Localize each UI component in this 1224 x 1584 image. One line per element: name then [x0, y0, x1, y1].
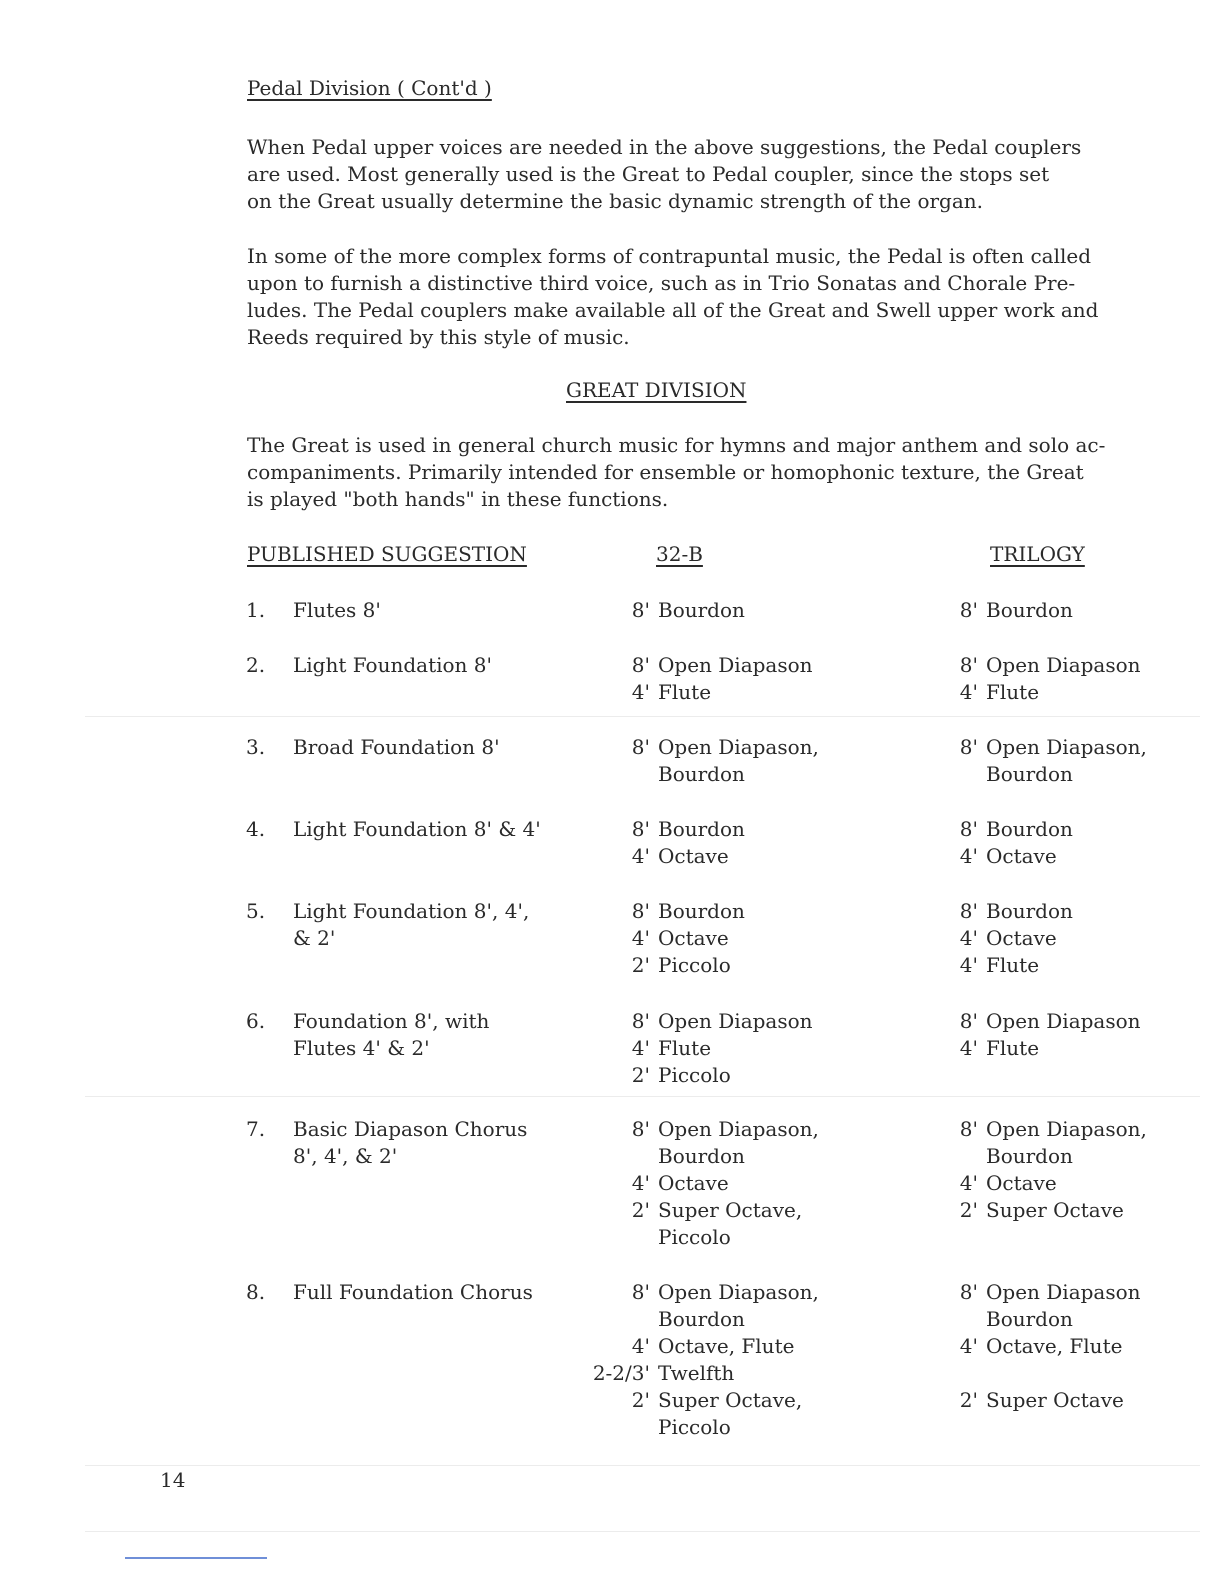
stop-name: Open Diapason,: [658, 1117, 819, 1141]
column-header-published: PUBLISHED SUGGESTION: [247, 542, 527, 566]
page-number: 14: [160, 1468, 186, 1492]
stop-line: [873, 1116, 1203, 1143]
stop-line: [873, 952, 1203, 979]
stop-name: Open Diapason,: [658, 1280, 819, 1304]
stop-line: [540, 1333, 920, 1360]
stops-trilogy: [873, 1279, 1203, 1414]
stop-line: [873, 1008, 1203, 1035]
stop-pitch: 8': [959, 1280, 978, 1304]
stop-pitch: 4': [959, 1036, 978, 1060]
stop-name: Octave: [986, 926, 1057, 950]
stop-name: Open Diapason: [986, 653, 1141, 677]
stops-32b: [540, 1116, 920, 1251]
stop-pitch: 8': [959, 817, 978, 841]
text-line: ludes. The Pedal couplers make available all of the Great and Swell upper work and: [247, 298, 1099, 322]
stop-name: Open Diapason,: [986, 735, 1147, 759]
stop-pitch: 2': [631, 1198, 650, 1222]
description-line: Light Foundation 8': [293, 653, 493, 677]
stop-pitch: 8': [631, 598, 650, 622]
text-line: are used. Most generally used is the Great to Pedal coupler, since the stops set: [247, 162, 1050, 186]
description-line: Basic Diapason Chorus: [293, 1117, 528, 1141]
section-title: GREAT DIVISION: [566, 378, 747, 402]
scan-rule: [85, 716, 1200, 717]
stop-name: Bourdon: [658, 817, 745, 841]
stop-line: [873, 734, 1203, 761]
description-line: 8', 4', & 2': [293, 1144, 398, 1168]
paragraph-pedal-couplers: [247, 134, 1162, 215]
stop-line: [540, 1279, 920, 1306]
text-line: When Pedal upper voices are needed in the above suggestions, the Pedal couplers: [247, 135, 1082, 159]
stop-pitch: 8': [959, 598, 978, 622]
stop-line: [540, 1360, 920, 1387]
stop-name: Open Diapason: [658, 1009, 813, 1033]
stop-pitch: 8': [631, 653, 650, 677]
stop-name: Octave: [658, 926, 729, 950]
stop-name: Piccolo: [658, 1415, 731, 1439]
stops-trilogy: [873, 1008, 1203, 1062]
stop-name: Bourdon: [986, 899, 1073, 923]
stop-pitch: 8': [631, 817, 650, 841]
description-line: Flutes 4' & 2': [293, 1036, 430, 1060]
stop-pitch: 4': [959, 1334, 978, 1358]
stops-32b: [540, 1279, 920, 1441]
description-line: Foundation 8', with: [293, 1009, 490, 1033]
stop-pitch: 4': [631, 1036, 650, 1060]
stop-line: [540, 843, 920, 870]
stop-pitch: 4': [959, 680, 978, 704]
stop-line: [540, 1035, 920, 1062]
stop-pitch: 8': [631, 899, 650, 923]
stop-line: [540, 952, 920, 979]
page-heading: Pedal Division ( Cont'd ): [247, 76, 492, 100]
description-line: & 2': [293, 926, 336, 950]
scan-rule: [85, 1096, 1200, 1097]
stops-trilogy: [873, 816, 1203, 870]
stop-name: Bourdon: [986, 817, 1073, 841]
stop-name: Octave: [658, 1171, 729, 1195]
stop-pitch: 4': [959, 926, 978, 950]
stop-line: [540, 679, 920, 706]
description-line: Light Foundation 8', 4',: [293, 899, 530, 923]
stop-pitch: 8': [959, 653, 978, 677]
stops-32b: [540, 597, 920, 624]
stop-name: Piccolo: [658, 1225, 731, 1249]
stop-pitch: 8': [631, 1009, 650, 1033]
stop-name: Open Diapason: [658, 653, 813, 677]
stop-pitch: 4': [631, 1171, 650, 1195]
row-number: 8.: [246, 1280, 266, 1304]
text-line: companiments. Primarily intended for ensemble or homophonic texture, the Great: [247, 460, 1084, 484]
stop-name: Octave: [658, 844, 729, 868]
stop-pitch: 8': [959, 1117, 978, 1141]
stop-name: Twelfth: [658, 1361, 735, 1385]
stop-line: [540, 816, 920, 843]
row-number: 4.: [246, 817, 266, 841]
stop-line: [873, 1279, 1203, 1306]
stop-pitch: 4': [631, 844, 650, 868]
stop-line: [540, 652, 920, 679]
stop-pitch: 2': [631, 953, 650, 977]
stop-pitch: 8': [631, 1117, 650, 1141]
stop-pitch: 4': [959, 953, 978, 977]
stop-line: [873, 1143, 1203, 1170]
column-header-32b: 32-B: [656, 542, 703, 566]
stop-name: Super Octave: [986, 1388, 1124, 1412]
stops-32b: [540, 652, 920, 706]
stops-trilogy: [873, 898, 1203, 979]
stop-name: Bourdon: [658, 1144, 745, 1168]
stops-32b: [540, 816, 920, 870]
text-line: In some of the more complex forms of contrapuntal music, the Pedal is often called: [247, 244, 1092, 268]
description-line: Broad Foundation 8': [293, 735, 500, 759]
stop-name: Bourdon: [986, 1307, 1073, 1331]
stop-pitch: 4': [631, 1334, 650, 1358]
stop-line: [540, 1306, 920, 1333]
stop-name: Octave, Flute: [658, 1334, 795, 1358]
stop-pitch: 2': [959, 1198, 978, 1222]
description-line: Light Foundation 8' & 4': [293, 817, 541, 841]
column-header-trilogy: TRILOGY: [990, 542, 1085, 566]
stop-name: Octave: [986, 844, 1057, 868]
stop-pitch: 2': [631, 1388, 650, 1412]
stop-name: Piccolo: [658, 1063, 731, 1087]
row-number: 1.: [246, 598, 266, 622]
stop-line: [540, 734, 920, 761]
stop-name: Super Octave,: [658, 1198, 803, 1222]
stop-name: Flute: [986, 680, 1040, 704]
scan-rule: [85, 1531, 1200, 1532]
stops-trilogy: [873, 734, 1203, 788]
stop-name: Flute: [986, 953, 1040, 977]
stop-pitch: 4': [959, 844, 978, 868]
stop-name: Bourdon: [986, 598, 1073, 622]
stop-line: [873, 1387, 1203, 1414]
stops-32b: [540, 898, 920, 979]
stops-trilogy: [873, 652, 1203, 706]
scan-mark: [125, 1557, 267, 1559]
stop-line: [873, 1035, 1203, 1062]
stop-line: [540, 1116, 920, 1143]
stops-32b: [540, 1008, 920, 1089]
text-line: upon to furnish a distinctive third voice, such as in Trio Sonatas and Chorale Pre-: [247, 271, 1076, 295]
stop-line: [540, 1387, 920, 1414]
stop-line: [540, 597, 920, 624]
stop-name: Bourdon: [658, 598, 745, 622]
stop-line: [873, 843, 1203, 870]
stop-line: [873, 1170, 1203, 1197]
stop-pitch: 2-2/3': [592, 1361, 650, 1385]
stop-pitch: 8': [959, 735, 978, 759]
stop-pitch: 8': [631, 1280, 650, 1304]
stop-line: [873, 816, 1203, 843]
stops-trilogy: [873, 1116, 1203, 1224]
stop-name: Bourdon: [658, 1307, 745, 1331]
stop-line: [540, 1143, 920, 1170]
stop-line: [873, 679, 1203, 706]
scan-rule: [85, 1465, 1200, 1466]
stop-name: Bourdon: [986, 1144, 1073, 1168]
stop-name: Piccolo: [658, 953, 731, 977]
text-line: on the Great usually determine the basic dynamic strength of the organ.: [247, 189, 984, 213]
stop-line: [540, 1008, 920, 1035]
stop-pitch: 4': [631, 926, 650, 950]
stop-line: [540, 1062, 920, 1089]
stop-line: [873, 925, 1203, 952]
stop-name: Open Diapason: [986, 1009, 1141, 1033]
description-line: Flutes 8': [293, 598, 381, 622]
paragraph-great-intro: [247, 432, 1162, 513]
stop-name: Open Diapason,: [986, 1117, 1147, 1141]
description-line: Full Foundation Chorus: [293, 1280, 533, 1304]
stop-pitch: 4': [959, 1171, 978, 1195]
stops-trilogy: [873, 597, 1203, 624]
stop-name: Bourdon: [658, 762, 745, 786]
stop-line: [873, 1333, 1203, 1360]
text-line: The Great is used in general church music for hymns and major anthem and solo ac-: [247, 433, 1106, 457]
row-number: 3.: [246, 735, 266, 759]
text-line: Reeds required by this style of music.: [247, 325, 630, 349]
stop-line: [873, 761, 1203, 788]
stop-line: [540, 1170, 920, 1197]
row-number: 5.: [246, 899, 266, 923]
stop-line: [540, 925, 920, 952]
text-line: is played "both hands" in these functions.: [247, 487, 669, 511]
stop-name: Flute: [986, 1036, 1040, 1060]
stops-32b: [540, 734, 920, 788]
stop-name: Bourdon: [658, 899, 745, 923]
row-number: 2.: [246, 653, 266, 677]
paragraph-contrapuntal: [247, 243, 1162, 351]
stop-line: [540, 761, 920, 788]
stop-name: Flute: [658, 680, 712, 704]
row-number: 6.: [246, 1009, 266, 1033]
stop-name: Bourdon: [986, 762, 1073, 786]
stop-line: [540, 1224, 920, 1251]
stop-pitch: 8': [959, 899, 978, 923]
stop-name: Flute: [658, 1036, 712, 1060]
stop-pitch: 2': [631, 1063, 650, 1087]
stop-pitch: 8': [631, 735, 650, 759]
stop-line: [873, 597, 1203, 624]
stop-line: [873, 898, 1203, 925]
stop-line: [873, 1360, 1203, 1387]
stop-pitch: 8': [959, 1009, 978, 1033]
stop-line: [540, 898, 920, 925]
stop-line: [540, 1414, 920, 1441]
stop-name: Open Diapason,: [658, 735, 819, 759]
stop-line: [873, 652, 1203, 679]
stop-name: Super Octave: [986, 1198, 1124, 1222]
stop-name: Super Octave,: [658, 1388, 803, 1412]
stop-name: Octave, Flute: [986, 1334, 1123, 1358]
row-number: 7.: [246, 1117, 266, 1141]
stop-pitch: 4': [631, 680, 650, 704]
stop-line: [540, 1197, 920, 1224]
stop-line: [873, 1197, 1203, 1224]
stop-line: [873, 1306, 1203, 1333]
stop-name: Octave: [986, 1171, 1057, 1195]
stop-pitch: 2': [959, 1388, 978, 1412]
stop-name: Open Diapason: [986, 1280, 1141, 1304]
